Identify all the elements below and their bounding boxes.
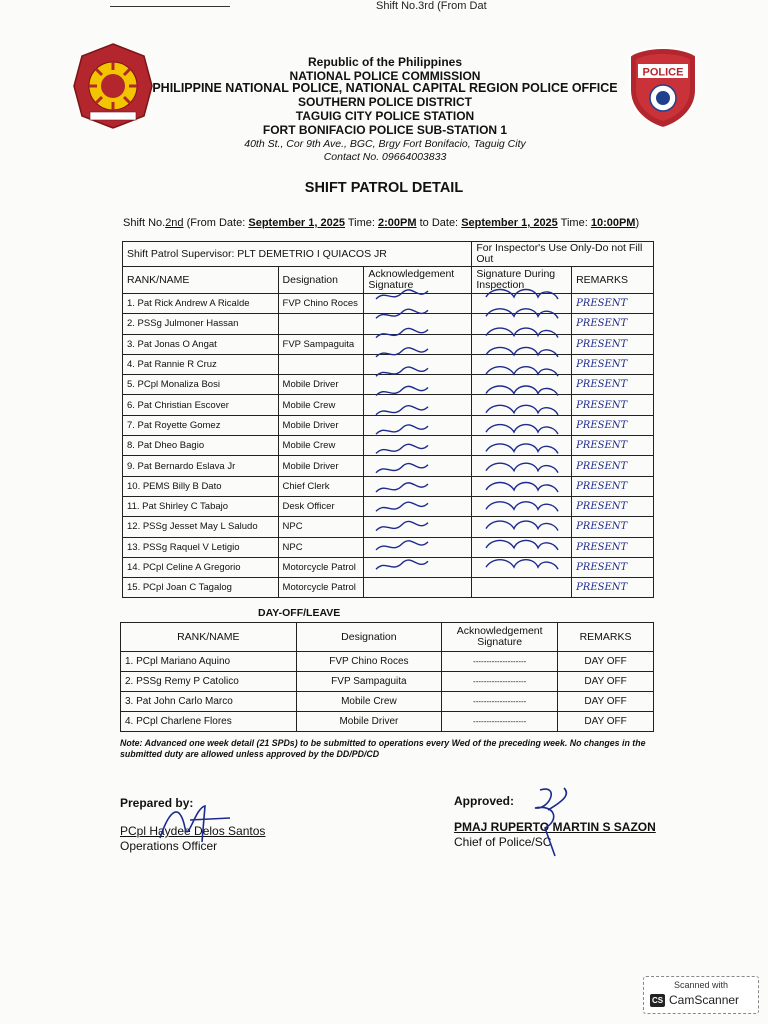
patrol-name-cell: 5. PCpl Monaliza Bosi: [123, 375, 279, 395]
dayoff-col-ack: Acknowledgement Signature: [442, 623, 558, 652]
patrol-remark-cell: PRESENT: [572, 375, 654, 395]
patrol-inspection-signature-cell: [472, 436, 572, 456]
patrol-ack-signature-cell: [364, 436, 472, 456]
dayoff-row: [121, 692, 654, 712]
patrol-remark-cell: PRESENT: [572, 395, 654, 415]
dayoff-col-designation: Designation: [296, 623, 442, 652]
approved-position: Chief of Police/SC: [454, 835, 552, 849]
patrol-ack-signature-cell: [364, 334, 472, 354]
patrol-row: [123, 334, 654, 354]
dayoff-name-cell: 4. PCpl Charlene Flores: [121, 712, 297, 732]
patrol-remark-cell: PRESENT: [572, 537, 654, 557]
dayoff-name-cell: 1. PCpl Mariano Aquino: [121, 652, 297, 672]
patrol-name-cell: 12. PSSg Jesset May L Saludo: [123, 517, 279, 537]
patrol-name-cell: 7. Pat Royette Gomez: [123, 415, 279, 435]
dayoff-label: DAY-OFF/LEAVE: [258, 607, 341, 619]
patrol-name-cell: 10. PEMS Billy B Dato: [123, 476, 279, 496]
patrol-row: [123, 294, 654, 314]
dayoff-row: [121, 712, 654, 732]
patrol-name-cell: 6. Pat Christian Escover: [123, 395, 279, 415]
patrol-ack-signature-cell: [364, 314, 472, 334]
dayoff-designation-cell: FVP Chino Roces: [296, 652, 442, 672]
col-ack-signature: Acknowledgement Signature: [364, 267, 472, 294]
col-rank-name: RANK/NAME: [123, 267, 279, 294]
patrol-remark-cell: PRESENT: [572, 578, 654, 598]
patrol-remark-cell: PRESENT: [572, 334, 654, 354]
submission-note: Note: Advanced one week detail (21 SPDs) to be submitted to operations every Wed of the preceding week. No changes in the submitted duty are allowed unless approved by the DD/PD/CD: [120, 738, 646, 759]
dayoff-name-cell: 2. PSSg Remy P Catolico: [121, 672, 297, 692]
patrol-row: [123, 375, 654, 395]
patrol-remark-cell: PRESENT: [572, 456, 654, 476]
col-remarks: REMARKS: [572, 267, 654, 294]
patrol-ack-signature-cell: [364, 415, 472, 435]
from-time: 2:00PM: [378, 217, 417, 229]
patrol-inspection-signature-cell: [472, 375, 572, 395]
patrol-designation-cell: NPC: [278, 517, 364, 537]
dayoff-remark-cell: DAY OFF: [558, 712, 654, 732]
supervisor-row: [123, 242, 654, 267]
patrol-row: [123, 578, 654, 598]
patrol-inspection-signature-cell: [472, 415, 572, 435]
patrol-name-cell: 2. PSSg Julmoner Hassan: [123, 314, 279, 334]
dayoff-designation-cell: Mobile Crew: [296, 692, 442, 712]
patrol-row: [123, 496, 654, 516]
patrol-designation-cell: Mobile Driver: [278, 456, 364, 476]
patrol-designation-cell: FVP Chino Roces: [278, 294, 364, 314]
patrol-remark-cell: PRESENT: [572, 557, 654, 577]
patrol-row: [123, 395, 654, 415]
top-edge-line: [110, 6, 230, 7]
patrol-inspection-signature-cell: [472, 537, 572, 557]
patrol-ack-signature-cell: [364, 456, 472, 476]
dayoff-remark-cell: DAY OFF: [558, 672, 654, 692]
patrol-name-cell: 15. PCpl Joan C Tagalog: [123, 578, 279, 598]
patrol-row: [123, 517, 654, 537]
patrol-row: [123, 557, 654, 577]
camscanner-watermark: Scanned with CS CamScanner: [643, 976, 759, 1014]
patrol-ack-signature-cell: [364, 537, 472, 557]
patrol-designation-cell: [278, 354, 364, 374]
prepared-by-position: Operations Officer: [120, 839, 218, 853]
patrol-designation-cell: Mobile Driver: [278, 415, 364, 435]
patrol-table: [122, 241, 654, 598]
patrol-remark-cell: PRESENT: [572, 294, 654, 314]
header-pnp: PHILIPPINE NATIONAL POLICE, NATIONAL CAPITAL REGION POLICE OFFICE: [152, 81, 618, 95]
col-inspection-signature: Signature During Inspection: [472, 267, 572, 294]
patrol-ack-signature-cell: [364, 354, 472, 374]
dayoff-col-remarks: REMARKS: [558, 623, 654, 652]
patrol-remark-cell: PRESENT: [572, 496, 654, 516]
header-address: 40th St., Cor 9th Ave., BGC, Brgy Fort Bonifacio, Taguig City: [244, 138, 526, 150]
dayoff-ack-cell: --------------------: [442, 692, 558, 712]
dayoff-header-row: [121, 623, 654, 652]
dayoff-designation-cell: Mobile Driver: [296, 712, 442, 732]
shift-info-line: Shift No.2nd (From Date: September 1, 2025 Time: 2:00PM to Date: September 1, 2025 Time: 10:00PM): [123, 217, 640, 229]
patrol-inspection-signature-cell: [472, 334, 572, 354]
to-time: 10:00PM: [590, 217, 636, 229]
prepared-by-name: PCpl Haydee Delos Santos: [120, 824, 266, 838]
patrol-name-cell: 9. Pat Bernardo Eslava Jr: [123, 456, 279, 476]
supervisor-cell: Shift Patrol Supervisor: PLT DEMETRIO I QUIACOS JR: [123, 242, 472, 267]
patrol-inspection-signature-cell: [472, 476, 572, 496]
patrol-inspection-signature-cell: [472, 557, 572, 577]
patrol-inspection-signature-cell: [472, 578, 572, 598]
prepared-by-label: Prepared by:: [120, 796, 194, 810]
patrol-designation-cell: FVP Sampaguita: [278, 334, 364, 354]
patrol-name-cell: 1. Pat Rick Andrew A Ricalde: [123, 294, 279, 314]
patrol-name-cell: 4. Pat Rannie R Cruz: [123, 354, 279, 374]
patrol-inspection-signature-cell: [472, 496, 572, 516]
patrol-designation-cell: Motorcycle Patrol: [278, 578, 364, 598]
patrol-remark-cell: PRESENT: [572, 476, 654, 496]
patrol-inspection-signature-cell: [472, 456, 572, 476]
patrol-designation-cell: Desk Officer: [278, 496, 364, 516]
patrol-inspection-signature-cell: [472, 294, 572, 314]
patrol-ack-signature-cell: [364, 578, 472, 598]
patrol-designation-cell: Mobile Crew: [278, 436, 364, 456]
dayoff-col-rank: RANK/NAME: [121, 623, 297, 652]
patrol-remark-cell: PRESENT: [572, 436, 654, 456]
header-contact: Contact No. 09664003833: [323, 151, 447, 163]
patrol-row: [123, 354, 654, 374]
header-republic: Republic of the Philippines: [307, 55, 462, 69]
document-title: SHIFT PATROL DETAIL: [304, 180, 464, 196]
patrol-inspection-signature-cell: [472, 517, 572, 537]
patrol-name-cell: 11. Pat Shirley C Tabajo: [123, 496, 279, 516]
patrol-designation-cell: Motorcycle Patrol: [278, 557, 364, 577]
col-designation: Designation: [278, 267, 364, 294]
patrol-remark-cell: PRESENT: [572, 354, 654, 374]
dayoff-ack-cell: --------------------: [442, 652, 558, 672]
header-district: SOUTHERN POLICE DISTRICT: [297, 95, 472, 109]
patrol-ack-signature-cell: [364, 375, 472, 395]
patrol-remark-cell: PRESENT: [572, 517, 654, 537]
approved-label: Approved:: [454, 794, 514, 808]
svg-text:POLICE: POLICE: [642, 66, 684, 79]
patrol-row: [123, 415, 654, 435]
patrol-designation-cell: Chief Clerk: [278, 476, 364, 496]
patrol-name-cell: 3. Pat Jonas O Angat: [123, 334, 279, 354]
patrol-name-cell: 13. PSSg Raquel V Letigio: [123, 537, 279, 557]
from-date: September 1, 2025: [248, 217, 345, 229]
patrol-ack-signature-cell: [364, 476, 472, 496]
dayoff-row: [121, 672, 654, 692]
dayoff-row: [121, 652, 654, 672]
dayoff-name-cell: 3. Pat John Carlo Marco: [121, 692, 297, 712]
top-cut-text: Shift No.3rd (From Dat: [376, 0, 487, 12]
patrol-designation-cell: Mobile Crew: [278, 395, 364, 415]
patrol-ack-signature-cell: [364, 517, 472, 537]
patrol-inspection-signature-cell: [472, 395, 572, 415]
header-substation: FORT BONIFACIO POLICE SUB-STATION 1: [262, 123, 508, 137]
patrol-remark-cell: PRESENT: [572, 415, 654, 435]
to-date: September 1, 2025: [461, 217, 558, 229]
patrol-ack-signature-cell: [364, 294, 472, 314]
inspector-note-cell: For Inspector's Use Only-Do not Fill Out: [472, 242, 654, 267]
camscanner-logo-icon: CS: [651, 996, 664, 1005]
patrol-header-row: [123, 267, 654, 294]
patrol-row: [123, 476, 654, 496]
patrol-row: [123, 314, 654, 334]
patrol-designation-cell: Mobile Driver: [278, 375, 364, 395]
patrol-remark-cell: PRESENT: [572, 314, 654, 334]
patrol-ack-signature-cell: [364, 395, 472, 415]
dayoff-ack-cell: --------------------: [442, 672, 558, 692]
dayoff-designation-cell: FVP Sampaguita: [296, 672, 442, 692]
patrol-name-cell: 8. Pat Dheo Bagio: [123, 436, 279, 456]
header-station: TAGUIG CITY POLICE STATION: [295, 109, 475, 123]
patrol-row: [123, 436, 654, 456]
patrol-inspection-signature-cell: [472, 354, 572, 374]
header-napolcom: NATIONAL POLICE COMMISSION: [289, 69, 481, 83]
patrol-inspection-signature-cell: [472, 314, 572, 334]
patrol-row: [123, 537, 654, 557]
patrol-designation-cell: NPC: [278, 537, 364, 557]
dayoff-ack-cell: --------------------: [442, 712, 558, 732]
patrol-ack-signature-cell: [364, 496, 472, 516]
dayoff-table: [120, 622, 654, 732]
patrol-row: [123, 456, 654, 476]
dayoff-remark-cell: DAY OFF: [558, 652, 654, 672]
patrol-ack-signature-cell: [364, 557, 472, 577]
dayoff-remark-cell: DAY OFF: [558, 692, 654, 712]
approved-name: PMAJ RUPERTO MARTIN S SAZON: [454, 820, 656, 834]
patrol-designation-cell: [278, 314, 364, 334]
patrol-name-cell: 14. PCpl Celine A Gregorio: [123, 557, 279, 577]
